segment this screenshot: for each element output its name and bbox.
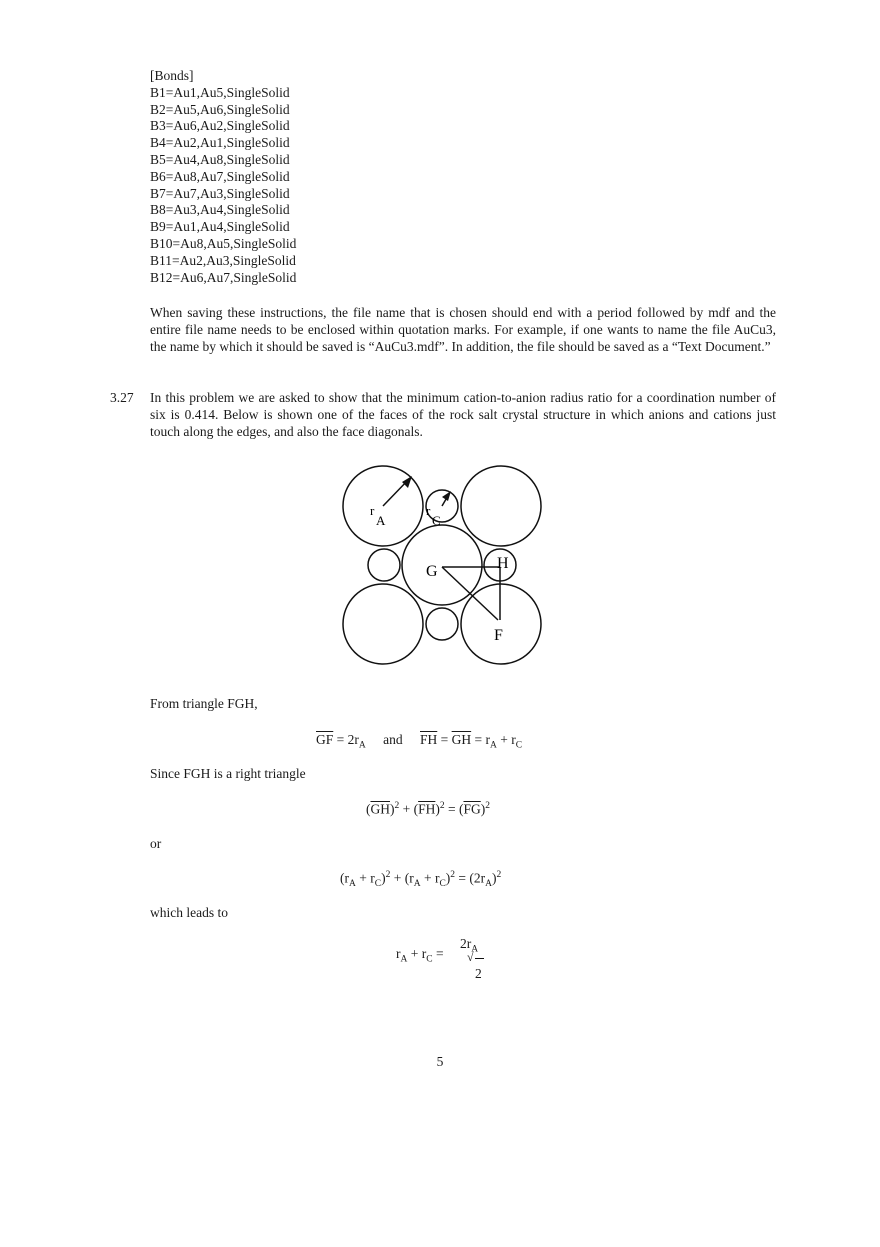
eq3-sup: 2 [496,870,502,880]
saving-instructions-paragraph: When saving these instructions, the file name that is chosen should end with a period followed by mdf and the entire file name needs to be enclosed within quotation marks. For example, if one wants to name the file AuCu3, the name by which it should be saved is “AuCu3.mdf”. In addition, the file should be saved as a “Text Document.” [150,305,776,354]
eq3-sub-a: A [485,879,493,890]
eq4-root-bar [475,958,484,959]
eq4-sub-c: C [426,954,433,965]
or-text: or [150,836,162,851]
rock-salt-face-figure [338,460,548,675]
segment-gh: $\overline{GH}$ [451,732,472,747]
eq2-fg: $\overline{FG}$ [463,801,481,817]
label-h: H [497,555,509,572]
eq3-sub-a: A [413,879,421,890]
eq3-sub-a: A [349,879,356,890]
bond-line: B8=Au3,Au4,SingleSolid [150,202,290,218]
since-right-triangle-text: Since FGH is a right triangle [150,766,306,781]
bond-line: B4=Au2,Au1,SingleSolid [150,135,290,151]
eq1-plus-rc: + r [496,732,516,747]
bond-line: B3=Au6,Au2,SingleSolid [150,118,290,134]
eq3-rc: r [370,870,375,886]
equation-result-lhs [396,946,444,965]
page-number: 5 [436,1054,444,1069]
eq4-r: r [396,946,401,961]
equation-pythagoras-radii: $(r_A + r_C)^2 + (r_A + r_C)^2 = (2r_A)^2$ [340,870,502,890]
eq3-ra: r [344,870,349,886]
eq3-sup: 2 [450,870,456,880]
label-g: G [426,563,438,580]
label-ra-sub: A [376,513,386,528]
equation-result-root [467,950,484,965]
eq3-plus: + [420,870,435,886]
problem-number: 3.27 [110,390,134,405]
eq2-sup: 2 [439,801,445,811]
eq2-sup: 2 [394,801,400,811]
bond-line: B9=Au1,Au4,SingleSolid [150,219,290,235]
label-f: F [494,627,503,644]
eq4-plus-r: + r [407,946,427,961]
eq4-root-sign: √ [467,950,474,964]
equation-gf-fh [316,732,522,751]
bond-line: B5=Au4,Au8,SingleSolid [150,151,290,167]
eq2-sup: 2 [485,801,490,811]
eq3-plus: + [355,870,371,886]
arrowhead-rc [442,491,451,501]
arrowhead-ra [402,476,412,488]
label-rc-sub: C [432,513,441,528]
bond-line: B6=Au8,Au7,SingleSolid [150,168,290,184]
leads-to-text: which leads to [150,905,228,920]
eq2-fh: $\overline{FH}$ [418,801,436,817]
eq4-sub-a: A [400,954,408,965]
bonds-listing [150,68,296,286]
eq3-sub-c: C [374,879,382,890]
bond-line: B12=Au6,Au7,SingleSolid [150,269,297,285]
cation-bottom-middle [426,608,458,640]
eq1-and: and [383,732,403,747]
eq1-ra: = r [471,732,490,747]
eq4-equals: = [432,946,444,961]
eq4-numerator-sub: A [471,944,479,955]
eq3-rc: r [434,870,440,886]
eq3-sup: 2 [385,870,391,880]
eq4-numerator: 2r [460,936,472,951]
eq3-sub-c: C [439,879,446,890]
eq2-gh: $\overline{GH}$ [370,801,390,817]
eq1-equals: = [437,732,452,747]
label-ra: r [370,503,375,518]
label-rc: r [426,503,431,518]
cation-middle-left [368,549,400,581]
from-triangle-text: From triangle FGH, [150,696,258,711]
segment-fh: $\overline{FH}$ [420,732,438,747]
segment-gf: $\overline{GF}$ [316,732,334,747]
eq3-rhs: 2r [473,870,486,886]
anion-bottom-left [343,584,423,664]
anion-top-right [461,466,541,546]
equation-pythagoras-segments: $(\overline{GH})^2 + (\overline{FH})^2 = (\overline{FG})^2$ [366,801,490,817]
eq1-2r: = 2r [333,732,359,747]
eq1-rhs-sub-c: C [515,740,523,751]
bond-line: B1=Au1,Au5,SingleSolid [150,84,290,100]
eq1-rhs-sub-a: A [490,740,497,751]
equation-result-denominator: 2 [475,966,482,981]
bond-line: B11=Au2,Au3,SingleSolid [150,252,296,268]
eq3-ra: r [409,870,414,886]
bonds-header: [Bonds] [150,68,194,83]
triangle-gf [442,567,498,620]
bond-line: B10=Au8,Au5,SingleSolid [150,235,297,251]
bond-line: B7=Au7,Au3,SingleSolid [150,185,290,201]
problem-statement: In this problem we are asked to show that the minimum cation-to-anion radius ratio for a coordination number of six is 0.414. Below is shown one of the faces of the rock salt crystal structure in which anions and cations just touch along the edges, and also the face diagonals. [150,390,776,439]
eq1-sub-a: A [358,740,366,751]
bond-line: B2=Au5,Au6,SingleSolid [150,101,290,117]
